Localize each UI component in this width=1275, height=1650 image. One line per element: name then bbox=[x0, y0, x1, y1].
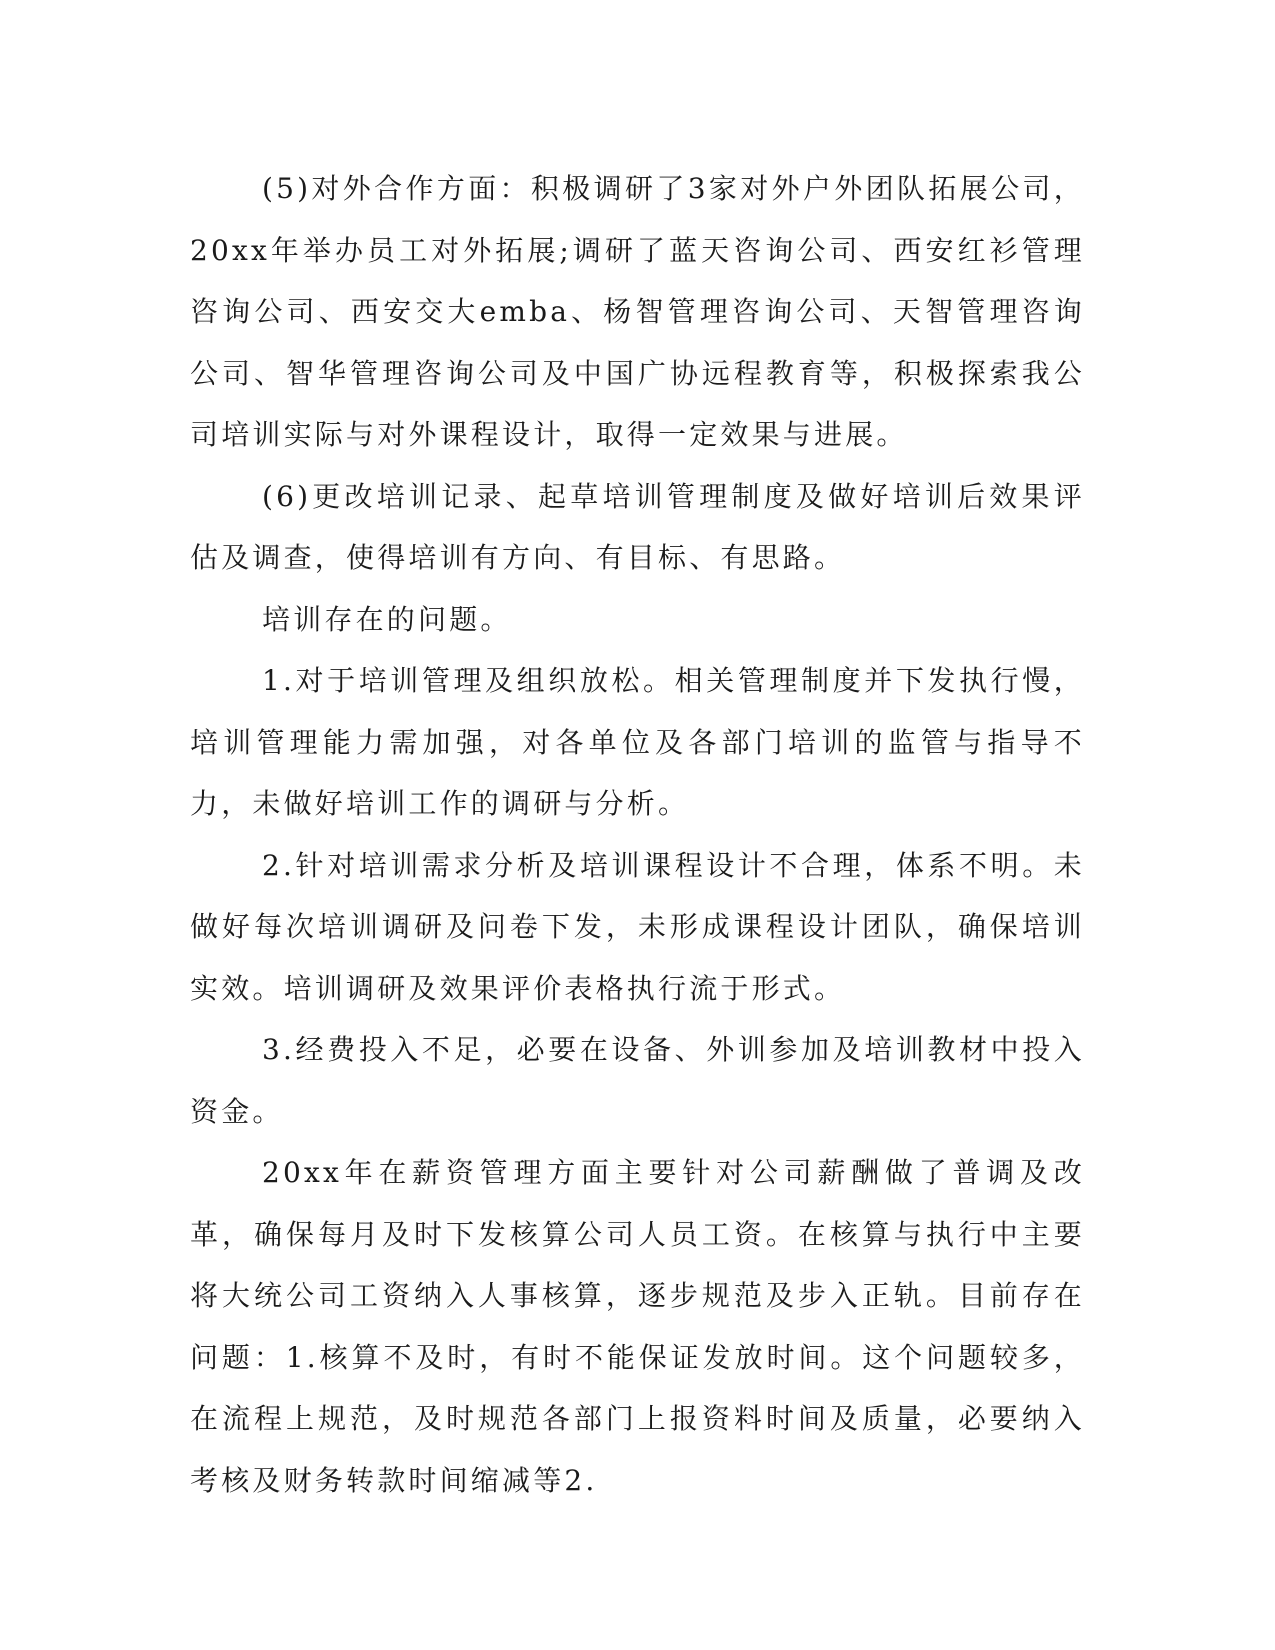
paragraph-problem-1: 1.对于培训管理及组织放松。相关管理制度并下发执行慢，培训管理能力需加强，对各单位及各部门培训的监管与指导不力，未做好培训工作的调研与分析。 bbox=[190, 664, 1085, 820]
document-body bbox=[190, 158, 1085, 1511]
paragraph-training-problems-heading: 培训存在的问题。 bbox=[262, 602, 512, 636]
paragraph-problem-2: 2.针对培训需求分析及培训课程设计不合理，体系不明。未做好每次培训调研及问卷下发，未形成课程设计团队，确保培训实效。培训调研及效果评价表格执行流于形式。 bbox=[190, 848, 1085, 1005]
paragraph-external-cooperation: (5)对外合作方面：积极调研了3家对外户外团队拓展公司，20xx年举办员工对外拓展;调研了蓝天咨询公司、西安红衫管理咨询公司、西安交大emba、杨智管理咨询公司、天智管理咨询公司、智华管理咨询公司及中国广协远程教育等，积极探索我公司培训实际与对外课程设计，取得一定效果与进展。 bbox=[190, 172, 1085, 451]
paragraph-salary-management: 20xx年在薪资管理方面主要针对公司薪酬做了普调及改革，确保每月及时下发核算公司人员工资。在核算与执行中主要将大统公司工资纳入人事核算，逐步规范及步入正轨。目前存在问题：1.核算不及时，有时不能保证发放时间。这个问题较多，在流程上规范，及时规范各部门上报资料时间及质量，必要纳入考核及财务转款时间缩减等2. bbox=[190, 1156, 1085, 1497]
paragraph-training-records: (6)更改培训记录、起草培训管理制度及做好培训后效果评估及调查，使得培训有方向、有目标、有思路。 bbox=[190, 479, 1085, 574]
paragraph-problem-3: 3.经费投入不足，必要在设备、外训参加及培训教材中投入资金。 bbox=[190, 1033, 1085, 1128]
